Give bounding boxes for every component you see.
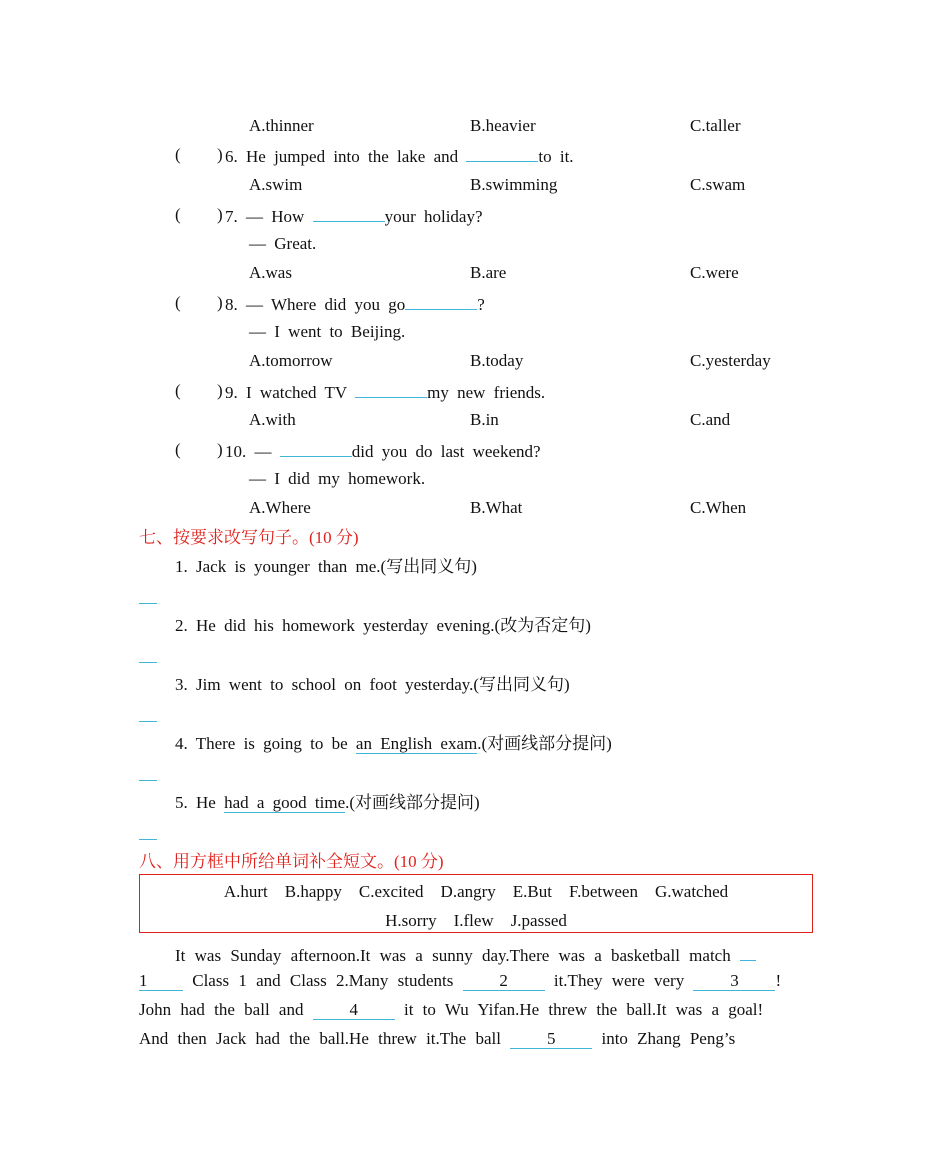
answer-paren-close: )	[217, 440, 223, 459]
answer-paren-close: )	[217, 205, 223, 224]
underlined-phrase: had a good time	[224, 793, 346, 812]
passage-blank-3[interactable]: 3	[693, 972, 775, 991]
q5-option-c: C.taller	[690, 116, 741, 135]
passage-blank-5[interactable]: 5	[510, 1030, 592, 1049]
q6-stem: 6. He jumped into the lake and to it.	[225, 147, 574, 166]
answer-blank[interactable]	[405, 293, 477, 310]
answer-blank[interactable]	[280, 440, 352, 457]
rewrite-item-2: 2. He did his homework yesterday evening.(改为否定句)	[175, 616, 591, 635]
q9-option-c: C.and	[690, 410, 731, 429]
passage-blank-1[interactable]: 1	[139, 972, 183, 991]
q6-option-c: C.swam	[690, 175, 746, 194]
q7-option-b: B.are	[470, 263, 507, 282]
answer-paren-close: )	[217, 293, 223, 312]
q8-stem: 8. — Where did you go ?	[225, 295, 485, 314]
passage-blank-4[interactable]: 4	[313, 1001, 395, 1020]
answer-line[interactable]	[139, 780, 157, 781]
q8-option-b: B.today	[470, 351, 524, 370]
q9-stem: 9. I watched TV my new friends.	[225, 383, 546, 402]
section-8-title: 八、用方框中所给单词补全短文。(10 分)	[139, 852, 444, 871]
q6-option-a: A.swim	[249, 175, 303, 194]
answer-paren-open: (	[175, 205, 181, 224]
answer-blank[interactable]	[313, 205, 385, 222]
answer-paren-open: (	[175, 381, 181, 400]
answer-paren-close: )	[217, 145, 223, 164]
underlined-phrase: an English exam	[355, 734, 478, 753]
answer-line[interactable]	[139, 839, 157, 840]
q7-option-a: A.was	[249, 263, 292, 282]
passage-line-4: And then Jack had the ball.He threw it.The ball 5 into Zhang Peng’s	[139, 1029, 736, 1048]
answer-paren-open: (	[175, 440, 181, 459]
q7-stem: 7. — How your holiday?	[225, 207, 483, 226]
word-bank-row-1: A.hurt B.happy C.excited D.angry E.But F.between G.watched	[223, 882, 729, 901]
rewrite-item-1: 1. Jack is younger than me.(写出同义句)	[175, 557, 477, 576]
q9-option-b: B.in	[470, 410, 499, 429]
answer-line[interactable]	[139, 662, 157, 663]
section-7-title: 七、按要求改写句子。(10 分)	[139, 528, 359, 547]
q10-option-a: A.Where	[249, 498, 311, 517]
q5-option-a: A.thinner	[249, 116, 314, 135]
answer-line[interactable]	[139, 603, 157, 604]
q10-option-b: B.What	[470, 498, 523, 517]
passage-blank[interactable]	[740, 942, 756, 961]
rewrite-item-5: 5. He had a good time.(对画线部分提问)	[175, 793, 480, 812]
q5-option-b: B.heavier	[470, 116, 536, 135]
q7-option-c: C.were	[690, 263, 739, 282]
q10-stem: 10. — did you do last weekend?	[225, 442, 541, 461]
rewrite-item-4: 4. There is going to be an English exam.(对画线部分提问)	[175, 734, 612, 753]
answer-blank[interactable]	[466, 145, 538, 162]
q7-reply: — Great.	[249, 234, 317, 253]
q8-option-c: C.yesterday	[690, 351, 771, 370]
word-bank-box	[139, 874, 813, 933]
q8-option-a: A.tomorrow	[249, 351, 333, 370]
rewrite-item-3: 3. Jim went to school on foot yesterday.(写出同义句)	[175, 675, 570, 694]
q6-option-b: B.swimming	[470, 175, 558, 194]
passage-line-2: 1 Class 1 and Class 2.Many students 2 it.They were very 3 !	[139, 971, 782, 990]
answer-line[interactable]	[139, 721, 157, 722]
answer-blank[interactable]	[355, 381, 427, 398]
answer-paren-close: )	[217, 381, 223, 400]
answer-paren-open: (	[175, 293, 181, 312]
passage-line-3: John had the ball and 4 it to Wu Yifan.He threw the ball.It was a goal!	[139, 1000, 764, 1019]
word-bank-row-2: H.sorry I.flew J.passed	[385, 911, 567, 930]
q8-reply: — I went to Beijing.	[249, 322, 406, 341]
q10-option-c: C.When	[690, 498, 747, 517]
q10-reply: — I did my homework.	[249, 469, 426, 488]
passage-blank-2[interactable]: 2	[463, 972, 545, 991]
passage-line-1: It was Sunday afternoon.It was a sunny day.There was a basketball match	[175, 942, 756, 966]
answer-paren-open: (	[175, 145, 181, 164]
q9-option-a: A.with	[249, 410, 296, 429]
